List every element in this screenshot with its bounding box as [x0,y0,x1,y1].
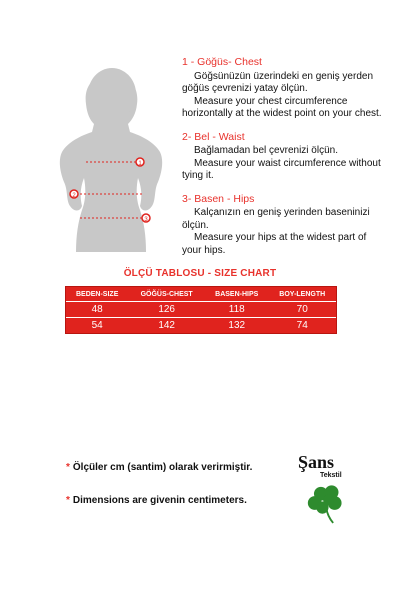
chest-section [182,56,394,121]
waist-line-1: Bağlamadan bel çevrenizi ölçün. [194,145,338,156]
marker-3 [142,214,150,223]
hips-line-3: Measure your hips at the widest part of [194,232,367,243]
chest-line-4: horizontally at the widest point on your chest. [182,108,382,119]
hips-section [182,193,394,258]
cell-size: 48 [66,302,128,318]
cell-chest: 126 [128,302,205,318]
notes [66,462,286,528]
note-en-text: Dimensions are givenin centimeters. [72,495,247,506]
chest-line-3: Measure your chest circumference [194,95,348,107]
cell-hips: 132 [228,320,246,331]
brand-name: Şans [298,452,335,472]
female-torso-silhouette [40,60,180,260]
waist-line-2: Measure your waist circumference without [194,157,381,169]
note-asterisk: * [66,495,70,506]
hips-line-4: your hips. [182,244,226,256]
svg-text:1: 1 [138,161,142,167]
size-chart-table [65,286,337,334]
marker-1 [136,158,144,167]
note-tr [66,462,286,473]
svg-text:3: 3 [144,217,148,223]
marker-2 [70,190,78,199]
brand-sub: Tekstil [320,472,342,479]
measurement-instructions [182,56,394,267]
table-row [66,318,336,333]
waist-title: 2- Bel - Waist [182,130,245,143]
table-row [66,302,336,318]
note-en [66,495,286,506]
cell-length: 74 [296,320,308,331]
chest-line-1: Göğsünüzün üzerindeki en geniş yerden [194,70,374,82]
cell-chest: 142 [158,320,175,331]
cell-size: 54 [91,320,103,331]
note-tr-text: Ölçüler cm (santim) olarak verirmiştir. [72,462,253,473]
size-chart-header-row [66,287,336,302]
svg-text:2: 2 [72,193,76,199]
header-length: BOY-LENGTH [268,287,336,302]
brand-logo [296,452,356,532]
hips-title: 3- Basen - Hips [182,192,255,205]
header-hips: BASEN-HIPS [205,287,269,302]
cell-length: 70 [268,302,336,318]
cell-hips: 118 [205,302,269,318]
note-asterisk: * [66,462,70,473]
size-chart-title: ÖLÇÜ TABLOSU - SIZE CHART [123,268,277,279]
header-size: BEDEN-SIZE [66,287,128,302]
waist-section [182,131,394,183]
waist-line-3: tying it. [182,170,214,181]
hips-line-1: Kalçanızın en geniş yerinden baseninizi [194,207,370,218]
four-leaf-clover-icon [304,480,350,526]
chest-line-2: göğüs çevrenizi yatay ölçün. [182,83,308,94]
chest-title: 1 - Göğüs- Chest [182,56,262,68]
header-chest: GÖĞÜS-CHEST [128,287,205,302]
hips-line-2: ölçün. [182,219,209,231]
